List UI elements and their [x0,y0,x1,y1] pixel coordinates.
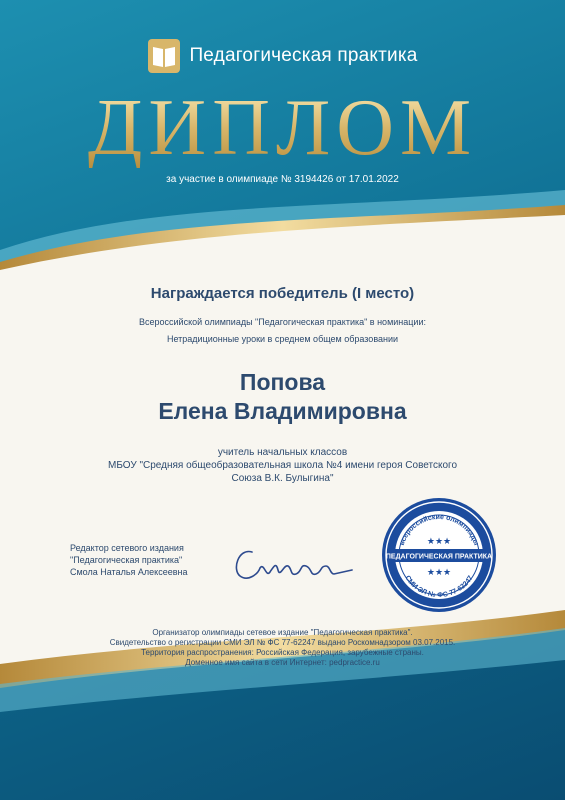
organizer-footer [60,628,505,668]
diploma-title: ДИПЛОМ [0,88,565,168]
seal-bottom-text: СМИ ЭЛ № ФС 77-62247 [403,574,475,600]
footer-line-2: Свидетельство о регистрации СМИ ЭЛ № ФС 77-62247 выдано Роскомнадзором 03.07.2015. [109,638,456,647]
seal-top-text: всероссийские олимпиады [398,513,480,547]
editor-signature [230,540,360,590]
recipient-surname: Попова [239,369,326,395]
open-book-icon [147,38,181,74]
recipient-position [60,446,505,485]
nomination-line-1: Всероссийской олимпиады "Педагогическая практика" в номинации: [139,317,426,327]
editor-line-1: Редактор сетевого издания [70,543,184,553]
nomination-text [70,314,495,348]
award-heading: Награждается победитель (I место) [150,285,415,302]
seal-stars-bottom: ★★★ [426,568,452,578]
position-line-1: учитель начальных классов [217,447,348,458]
seal-center-text: ПЕДАГОГИЧЕСКАЯ ПРАКТИКА [385,553,493,561]
position-line-3: Союза В.К. Булыгина" [231,473,334,484]
nomination-line-2: Нетрадиционные уроки в среднем общем образовании [166,334,399,344]
brand-logo [0,38,565,74]
olympiad-seal [380,496,498,614]
seal-stars-top: ★★★ [426,537,452,547]
recipient-name [0,368,565,426]
editor-line-2: "Педагогическая практика" [70,555,183,565]
recipient-given-names: Елена Владимировна [158,398,407,424]
footer-line-3: Территория распространения: Российская Федерация, зарубежные страны. [141,648,424,657]
position-line-2: МБОУ "Средняя общеобразовательная школа №4 имени героя Советского [108,460,457,471]
brand-name: Педагогическая практика [189,45,418,66]
editor-block [70,542,230,578]
footer-line-4: Доменное имя сайта в сети Интернет: pedpractice.ru [185,658,380,667]
olympiad-subtitle: за участие в олимпиаде № 3194426 от 17.01.2022 [166,174,399,185]
footer-line-1: Организатор олимпиады сетевое издание "Педагогическая практика". [152,628,413,637]
editor-line-3: Смола Наталья Алексеевна [70,567,188,577]
